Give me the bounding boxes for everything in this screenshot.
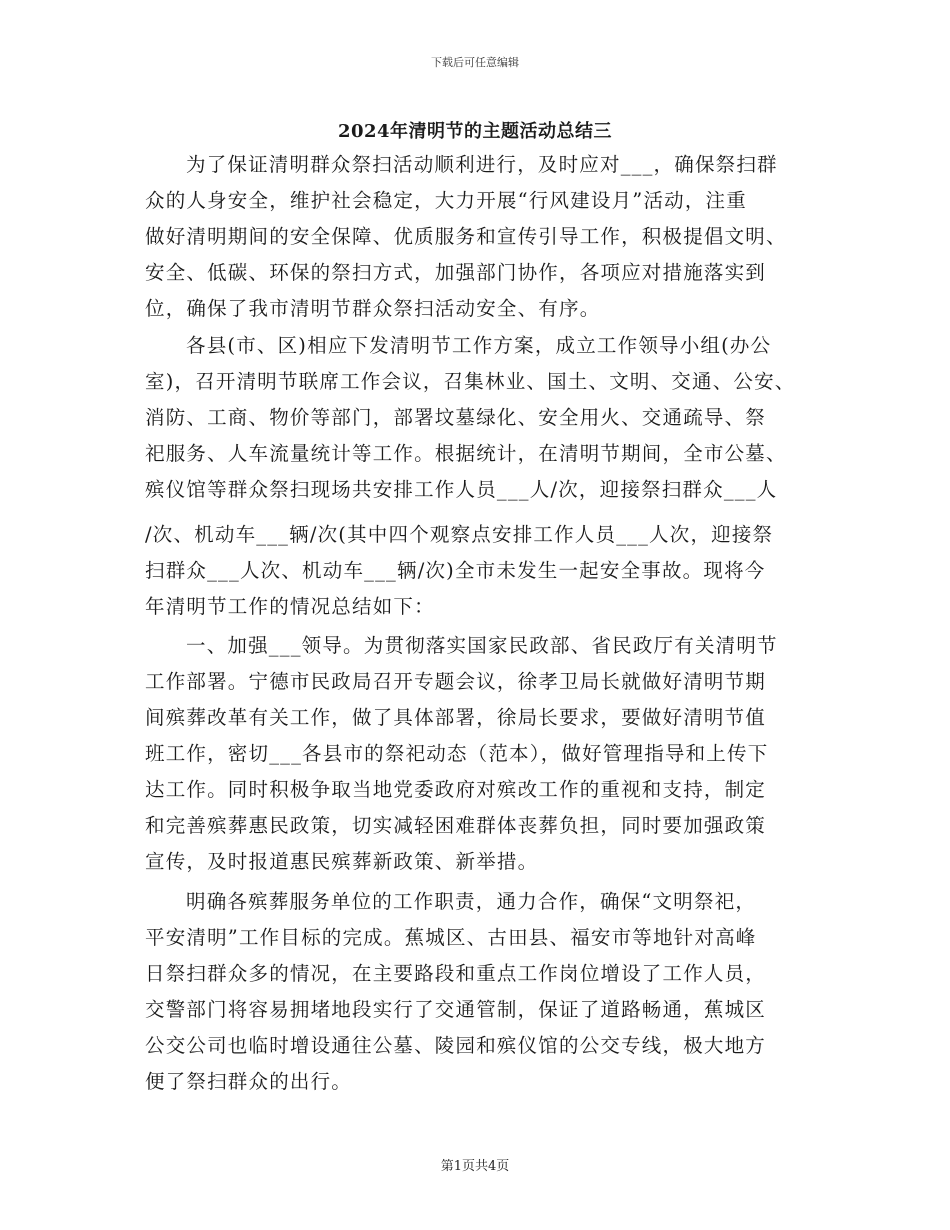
text-line: 班工作，密切___各县市的祭祀动态（范本），做好管理指导和上传下 [145, 742, 769, 765]
text-line: 众的人身安全，维护社会稳定，大力开展“行风建设月”活动，注重 [145, 189, 747, 212]
text-line: 间殡葬改革有关工作，做了具体部署，徐局长要求，要做好清明节值 [145, 706, 767, 729]
document-title: 2024年清明节的主题活动总结三 [337, 121, 613, 142]
text-line: 各县(市、区)相应下发清明节工作方案，成立工作领导小组(办公 [186, 334, 772, 357]
text-line: 平安清明”工作目标的完成。蕉城区、古田县、福安市等地针对高峰 [145, 926, 757, 949]
text-line: 一、加强___领导。为贯彻落实国家民政部、省民政厅有关清明节 [186, 634, 778, 657]
text-line: 明确各殡葬服务单位的工作职责，通力合作，确保“文明祭祀， [186, 890, 757, 913]
text-line: 安全、低碳、环保的祭扫方式，加强部门协作，各项应对措施落实到 [145, 261, 767, 284]
text-line: 为了保证清明群众祭扫活动顺利进行，及时应对___，确保祭扫群 [186, 153, 778, 176]
text-line: 扫群众___人次、机动车___辆/次)全市未发生一起安全事故。现将今 [145, 559, 766, 582]
text-line: 公交公司也临时增设通往公墓、陵园和殡仪馆的公交专线，极大地方 [145, 1034, 767, 1057]
text-line: 交警部门将容易拥堵地段实行了交通管制，保证了道路畅通，蕉城区 [145, 998, 767, 1021]
page-footer: 第1页共4页 [440, 1159, 510, 1174]
header-note: 下载后可任意编辑 [431, 56, 519, 69]
text-line: 位，确保了我市清明节群众祭扫活动安全、有序。 [145, 297, 601, 320]
text-line: 工作部署。宁德市民政局召开专题会议，徐孝卫局长就做好清明节期 [145, 670, 767, 693]
text-line: 殡仪馆等群众祭扫现场共安排工作人员___人/次，迎接祭扫群众___人 [145, 478, 778, 501]
text-line: 室)，召开清明节联席工作会议，召集林业、国土、文明、交通、公安、 [145, 370, 796, 393]
text-line: 做好清明期间的安全保障、优质服务和宣传引导工作，积极提倡文明、 [145, 225, 787, 248]
text-line: 和完善殡葬惠民政策，切实减轻困难群体丧葬负担，同时要加强政策 [145, 814, 767, 837]
text-line: /次、机动车___辆/次(其中四个观察点安排工作人员___人次，迎接祭 [145, 523, 774, 546]
text-line: 便了祭扫群众的出行。 [145, 1070, 353, 1093]
text-line: 祀服务、人车流量统计等工作。根据统计，在清明节期间，全市公墓、 [145, 442, 787, 465]
text-line: 宣传，及时报道惠民殡葬新政策、新举措。 [145, 850, 539, 873]
text-line: 年清明节工作的情况总结如下： [145, 595, 435, 618]
text-line: 消防、工商、物价等部门，部署坟墓绿化、安全用火、交通疏导、祭 [145, 406, 767, 429]
text-line: 日祭扫群众多的情况，在主要路段和重点工作岗位增设了工作人员， [145, 962, 767, 985]
text-line: 达工作。同时积极争取当地党委政府对殡改工作的重视和支持，制定 [145, 778, 767, 801]
